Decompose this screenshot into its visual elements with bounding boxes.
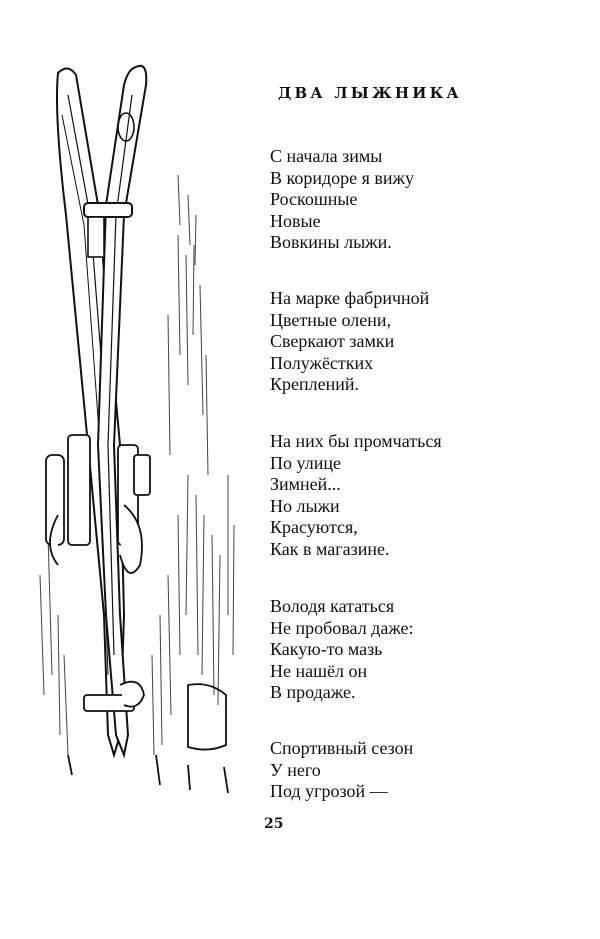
poem-line: На марке фабричной [270, 288, 430, 308]
poem-line: Как в магазине. [270, 538, 390, 559]
poem-line: Не пробовал даже: [270, 617, 414, 638]
poem-line: Полужёстких [270, 352, 374, 373]
poem-line: Зимней... [270, 474, 341, 494]
poem-line: Какую-то мазь [270, 639, 383, 659]
page-number: 25 [264, 816, 284, 832]
poem-line: На них бы промчаться [270, 431, 442, 451]
stanza-4 [270, 596, 414, 704]
poem-line: Цветные олени, [270, 309, 391, 330]
poem-title: ДВА ЛЫЖНИКА [278, 84, 462, 102]
poem-line: В коридоре я вижу [270, 167, 414, 188]
poem-line: В продаже. [270, 682, 356, 702]
poem-line: Роскошные [270, 189, 358, 209]
stanza-1 [270, 146, 414, 254]
stanza-5 [270, 738, 413, 803]
poem-line: Креплений. [270, 374, 359, 394]
poem-line: С начала зимы [270, 146, 383, 166]
skis-illustration-icon [28, 55, 258, 795]
poem-line: Но лыжи [270, 495, 340, 516]
poem-line: Новые [270, 210, 321, 231]
poem-line: Вовкины лыжи. [270, 232, 392, 252]
poem-line: У него [270, 759, 321, 780]
poem-line: Под угрозой — [270, 781, 388, 801]
stanza-2 [270, 288, 429, 396]
poem-line: Не нашёл он [270, 660, 368, 681]
poem-line: Красуются, [270, 517, 358, 537]
poem-line: Сверкают замки [270, 331, 395, 351]
poem-line: Спортивный сезон [270, 738, 414, 758]
poem-line: По улице [270, 452, 341, 473]
stanza-3 [270, 431, 442, 560]
poem-line: Володя кататься [270, 596, 395, 616]
skis-illustration [28, 55, 258, 795]
